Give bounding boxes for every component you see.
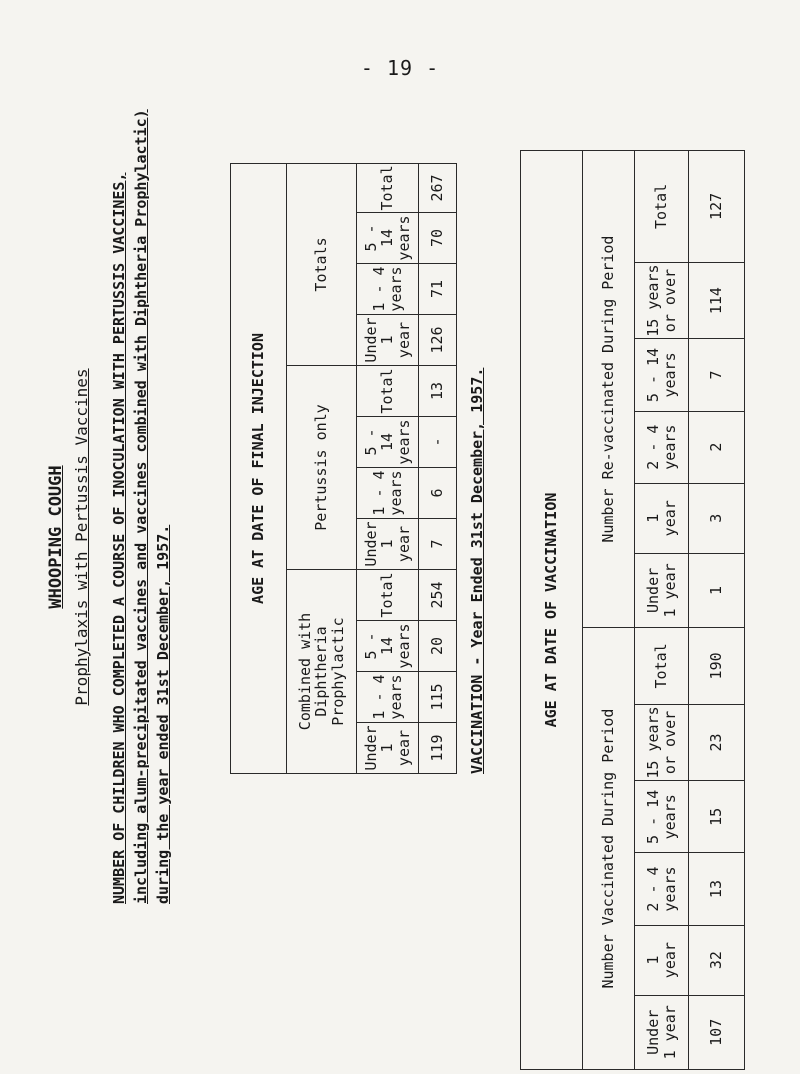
header-line2: including alum-precipitated vaccines and vaccines combined with Diphtheria Prophylactic) xyxy=(132,109,150,904)
table2-col-header: 5 - 14 years xyxy=(635,781,689,853)
table1-group-combined: Combined with Diphtheria Prophylactic xyxy=(287,570,357,774)
table1-value: 13 xyxy=(419,366,457,417)
table2-col-header: Under 1 year xyxy=(635,553,689,627)
table1-col-header: 1 - 4 years xyxy=(357,468,419,519)
table1-group-totals: Totals xyxy=(287,163,357,365)
table2-col-header: 5 - 14 years xyxy=(635,339,689,411)
table2-col-header: Total xyxy=(635,151,689,263)
table1-value: 267 xyxy=(419,163,457,212)
vaccination-table xyxy=(520,150,745,1070)
table2-value: 107 xyxy=(689,995,745,1069)
table2-col-header: 15 years or over xyxy=(635,262,689,339)
table1-value: 126 xyxy=(419,315,457,366)
table1-group-pertussis: Pertussis only xyxy=(287,366,357,570)
table2-value: 3 xyxy=(689,483,745,553)
table1-value: 254 xyxy=(419,570,457,621)
header-line1: NUMBER OF CHILDREN WHO COMPLETED A COURSE OF INOCULATION WITH PERTUSSIS VACCINES, xyxy=(110,172,128,904)
table1-col-header: 5 - 14 years xyxy=(357,417,419,468)
table2-col-header: 15 years or over xyxy=(635,704,689,781)
table1-col-header: Under 1 year xyxy=(357,315,419,366)
table1-value: 71 xyxy=(419,264,457,315)
table2-col-header: Under 1 year xyxy=(635,995,689,1069)
table2-value: 7 xyxy=(689,339,745,411)
table1-value: - xyxy=(419,417,457,468)
table2-heading: AGE AT DATE OF VACCINATION xyxy=(521,151,583,1070)
table2-col-header: 1 year xyxy=(635,925,689,995)
inoculation-table xyxy=(230,163,457,774)
table1-col-header: Total xyxy=(357,163,419,212)
table2-value: 1 xyxy=(689,553,745,627)
table2-value: 114 xyxy=(689,262,745,339)
table2-value: 190 xyxy=(689,628,745,705)
table2-value: 15 xyxy=(689,781,745,853)
table1-value: 7 xyxy=(419,519,457,570)
header-line3: during the year ended 31st December, 1957. xyxy=(154,524,172,904)
vaccination-title: VACCINATION - Year Ended 31st December, 1957. xyxy=(468,367,486,774)
table2-value: 13 xyxy=(689,853,745,925)
table1-col-header: Under 1 year xyxy=(357,519,419,570)
page-number: - 19 - xyxy=(360,56,440,80)
table1-col-header: 5 - 14 years xyxy=(357,213,419,264)
table1-col-header: Under 1 year xyxy=(357,723,419,774)
header-subtitle: Prophylaxis with Pertussis Vaccines xyxy=(72,368,91,706)
table2-col-header: 2 - 4 years xyxy=(635,411,689,483)
table1-heading: AGE AT DATE OF FINAL INJECTION xyxy=(231,163,287,773)
table1-value: 20 xyxy=(419,621,457,672)
header-title: WHOOPING COUGH xyxy=(46,465,66,609)
table2-value: 23 xyxy=(689,704,745,781)
table1-value: 70 xyxy=(419,213,457,264)
table2-value: 2 xyxy=(689,411,745,483)
table2-group-revaccinated: Number Re-vaccinated During Period xyxy=(583,151,635,628)
table2-group-vaccinated: Number Vaccinated During Period xyxy=(583,628,635,1070)
table2-col-header: 1 year xyxy=(635,483,689,553)
table2-col-header: Total xyxy=(635,628,689,705)
table2-value: 127 xyxy=(689,151,745,263)
table1-value: 115 xyxy=(419,672,457,723)
table1-value: 119 xyxy=(419,723,457,774)
table1-col-header: 1 - 4 years xyxy=(357,672,419,723)
table1-col-header: Total xyxy=(357,570,419,621)
table1-value: 6 xyxy=(419,468,457,519)
table1-col-header: 1 - 4 years xyxy=(357,264,419,315)
table2-col-header: 2 - 4 years xyxy=(635,853,689,925)
table2-value: 32 xyxy=(689,925,745,995)
table1-col-header: 5 - 14 years xyxy=(357,621,419,672)
table1-col-header: Total xyxy=(357,366,419,417)
